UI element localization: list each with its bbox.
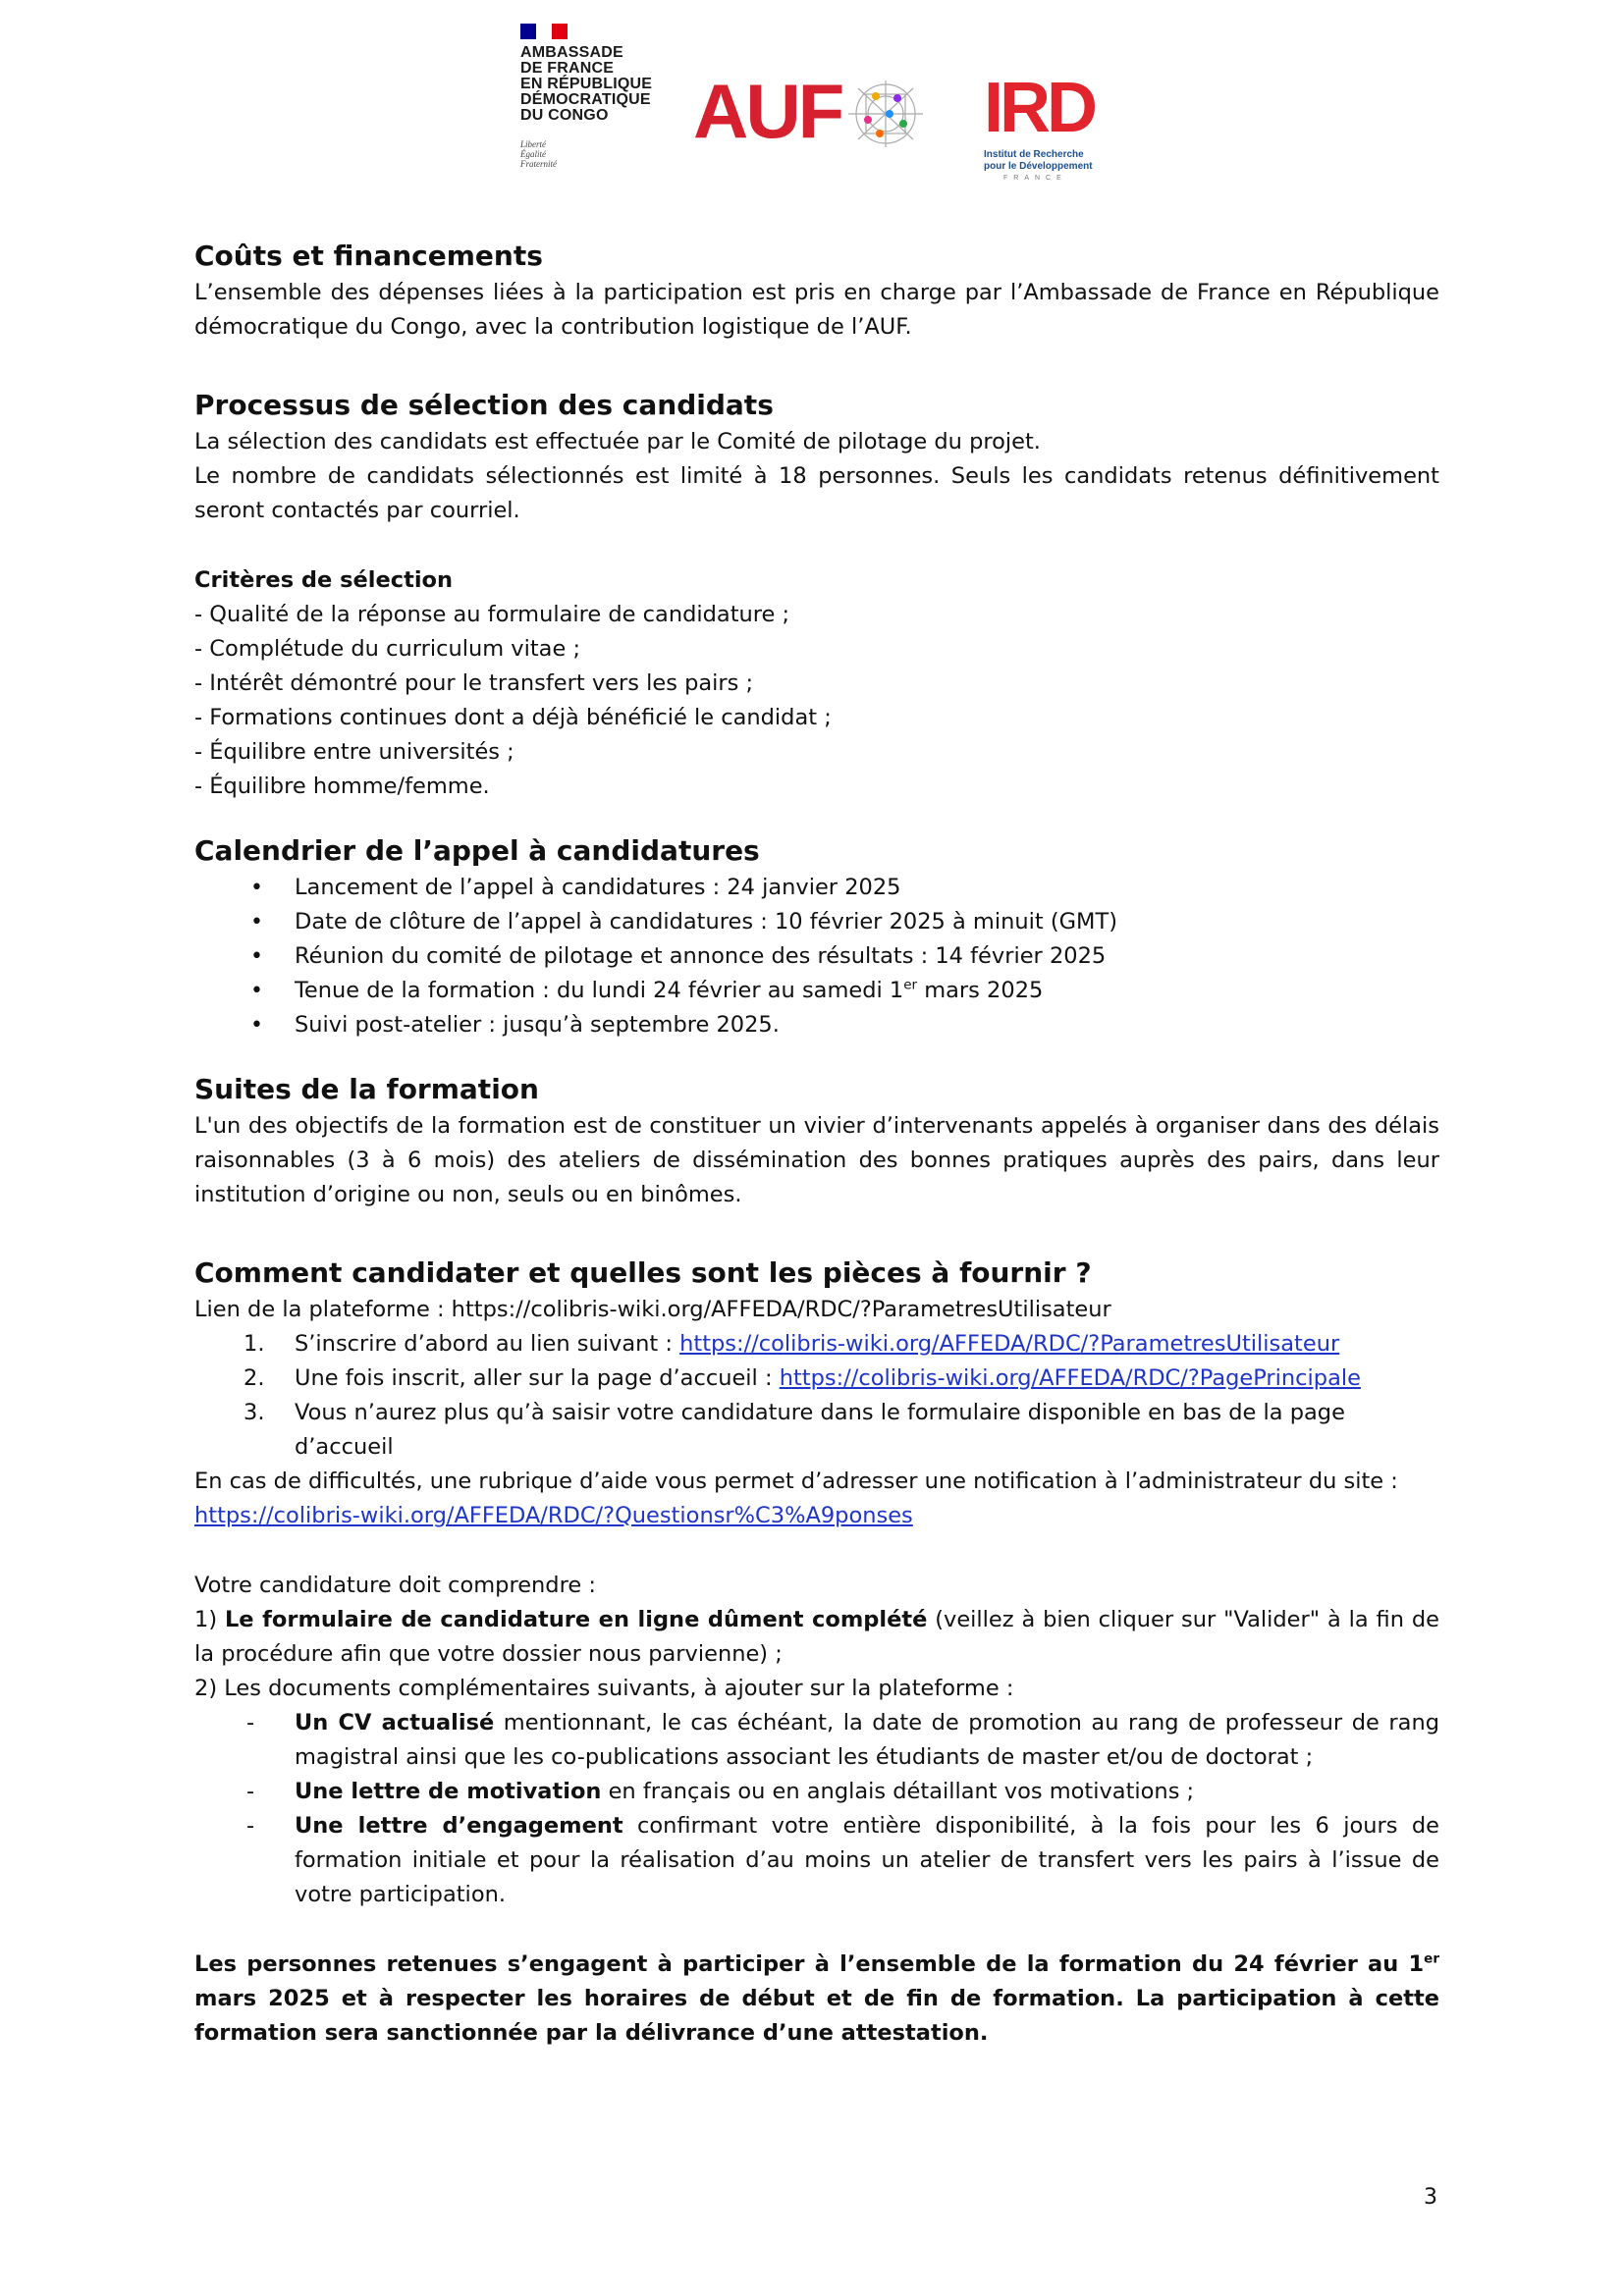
help-text: En cas de difficultés, une rubrique d’aide vous permet d’adresser une notification à l’administrateur du site : [194,1468,1398,1494]
requirement-1: 1) Le formulaire de candidature en ligne dûment complété (veillez à bien cliquer sur "Valider" à la fin de la procédure afin que votre dossier nous parvienne) ; [194,1607,1439,1667]
list-item: • Suivi post-atelier : jusqu’à septembre 2025. [194,1008,1439,1042]
requirement-2: 2) Les documents complémentaires suivants, à ajouter sur la plateforme : [194,1676,1014,1701]
french-flag-icon [520,24,568,39]
list-item: - Formations continues dont a déjà bénéficié le candidat ; [194,705,832,730]
list-item: • Lancement de l’appel à candidatures : 24 janvier 2025 [194,871,1439,905]
engagement-note: Les personnes retenues s’engagent à participer à l’ensemble de la formation du 24 février au 1er mars 2025 et à respecter les horaires de début et de fin de formation. La participation à cette formation sera sanctionnée par la délivrance d’une attestation. [194,1950,1439,2046]
criteres-title: Critères de sélection [194,567,454,593]
homepage-link[interactable]: https://colibris-wiki.org/AFFEDA/RDC/?PagePrincipale [779,1365,1361,1391]
help-link[interactable]: https://colibris-wiki.org/AFFEDA/RDC/?Questionsr%C3%A9ponses [194,1503,913,1528]
page-number: 3 [1424,2185,1437,2210]
list-item: - Complétude du curriculum vitae ; [194,636,581,662]
list-item: • Tenue de la formation : du lundi 24 février au samedi 1er mars 2025 [194,974,1439,1008]
ird-logo: IRD Institut de Recherche pour le Développement FRANCE [984,69,1094,182]
list-item: - Qualité de la réponse au formulaire de candidature ; [194,602,790,627]
list-item: - Une lettre d’engagement confirmant votre entière disponibilité, à la fois pour les 6 jours de formation initiale et pour la réalisation d’au moins un atelier de transfert vers les pairs à l’issue de votre participation. [194,1809,1439,1912]
auf-network-icon [839,75,933,153]
doit-comprendre: Votre candidature doit comprendre : [194,1573,596,1598]
platform-line: Lien de la plateforme : https://colibris-wiki.org/AFFEDA/RDC/?ParametresUtilisateur [194,1297,1111,1322]
list-item: - Équilibre entre universités ; [194,739,514,765]
list-item: - Équilibre homme/femme. [194,774,490,799]
documents-list [194,1706,1439,1912]
section-title-calendrier: Calendrier de l’appel à candidatures [194,834,760,867]
list-item: • Réunion du comité de pilotage et annonce des résultats : 14 février 2025 [194,939,1439,974]
processus-line-1: La sélection des candidats est effectuée par le Comité de pilotage du projet. [194,429,1041,454]
section-title-couts: Coûts et financements [194,240,543,272]
list-item: 2. Une fois inscrit, aller sur la page d’accueil : https://colibris-wiki.org/AFFEDA/RDC/?PagePrincipale [243,1365,1361,1391]
suites-text: L'un des objectifs de la formation est de constituer un vivier d’intervenants appelés à organiser dans des délais raisonnables (3 à 6 mois) des ateliers de dissémination des bonnes pratiques auprès des pairs, dans leur institution d’origine ou non, seuls ou en binômes. [194,1113,1439,1207]
steps-list [194,1327,1439,1465]
auf-logo: AUF [693,69,909,177]
list-item: - Un CV actualisé mentionnant, le cas échéant, la date de promotion au rang de professeur de rang magistral ainsi que les co-publications associant les étudiants de master et/ou de doctorat ; [194,1706,1439,1775]
list-item: - Une lettre de motivation en français ou en anglais détaillant vos motivations ; [194,1775,1439,1809]
list-item: - Intérêt démontré pour le transfert vers les pairs ; [194,670,754,696]
register-link[interactable]: https://colibris-wiki.org/AFFEDA/RDC/?ParametresUtilisateur [679,1331,1340,1357]
embassy-motto: Liberté Égalité Fraternité [520,139,557,169]
list-item: 1. S’inscrire d’abord au lien suivant : https://colibris-wiki.org/AFFEDA/RDC/?ParametresUtilisateur [243,1331,1340,1357]
embassy-name: AMBASSADE DE FRANCE EN RÉPUBLIQUE DÉMOCRATIQUE DU CONGO [520,44,653,124]
document-body [194,237,1439,2051]
list-item: 3. Vous n’aurez plus qu’à saisir votre candidature dans le formulaire disponible en bas de la page d’accueil [243,1400,1345,1460]
couts-text: L’ensemble des dépenses liées à la participation est pris en charge par l’Ambassade de France en République démocratique du Congo, avec la contribution logistique de l’AUF. [194,280,1439,340]
criteres-list [194,598,1439,804]
embassy-logo [516,18,674,185]
list-item: • Date de clôture de l’appel à candidatures : 10 février 2025 à minuit (GMT) [194,905,1439,939]
processus-line-2: Le nombre de candidats sélectionnés est limité à 18 personnes. Seuls les candidats retenus définitivement seront contactés par courriel. [194,463,1439,523]
section-title-suites: Suites de la formation [194,1073,539,1105]
ird-subtitle: Institut de Recherche pour le Développement [984,149,1093,172]
section-title-processus: Processus de sélection des candidats [194,389,774,421]
section-title-candidater: Comment candidater et quelles sont les pièces à fournir ? [194,1256,1092,1289]
calendrier-list [194,871,1439,1042]
